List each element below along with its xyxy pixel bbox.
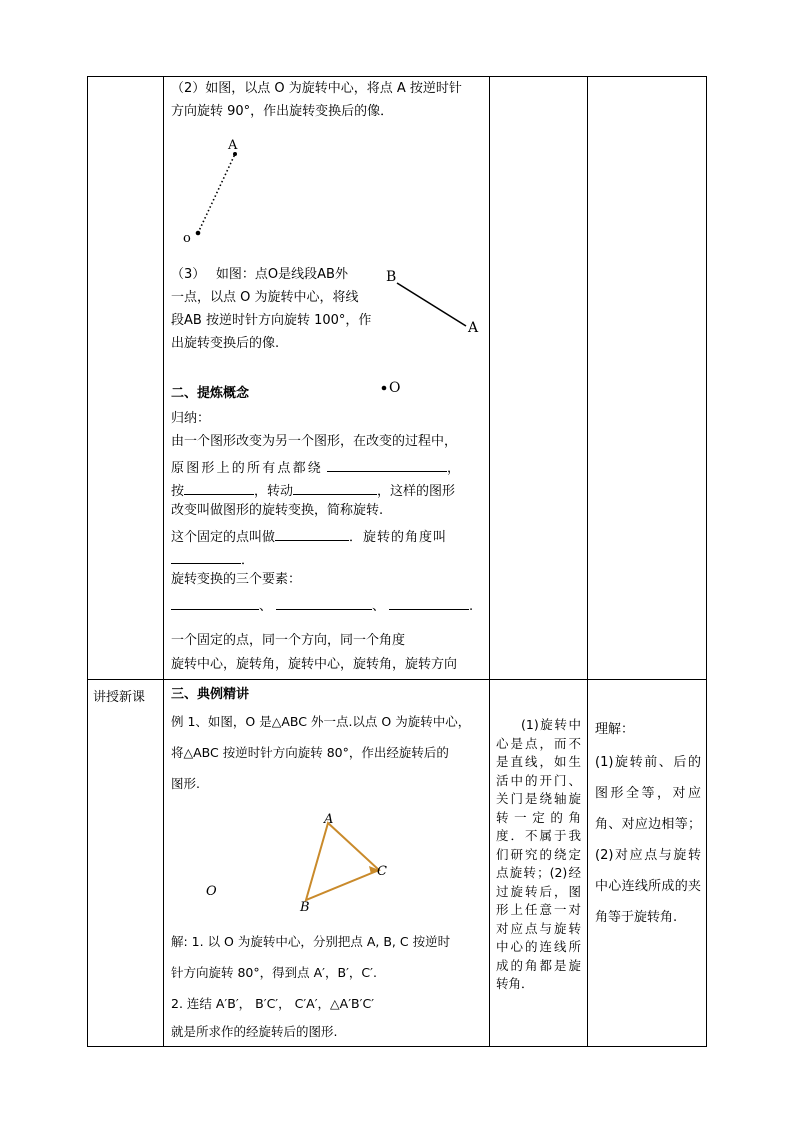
stage-cell	[88, 77, 164, 680]
solution-line2: 针方向旋转 80°，得到点 A′，B′，C′.	[171, 965, 377, 980]
separator: 、	[372, 599, 386, 614]
blank-direction	[184, 480, 254, 495]
point-o-q3	[382, 386, 387, 391]
q3-line3: 段AB 按逆时针方向旋转 100°，作	[171, 313, 372, 328]
content-cell	[164, 680, 490, 1047]
answer-line2: 旋转中心，旋转角，旋转中心，旋转角，旋转方向	[171, 657, 458, 672]
blank-element3	[389, 595, 469, 610]
elements-blanks	[171, 595, 473, 615]
solution-line1: 解: 1. 以 O 为旋转中心，分别把点 A, B, C 按逆时	[171, 934, 451, 949]
note-cell	[490, 77, 588, 680]
concept-line6	[171, 549, 254, 569]
answer-line1: 一个固定的点，同一个方向，同一个角度	[171, 633, 406, 648]
elements-title: 旋转变换的三个要素：	[171, 572, 302, 587]
concept-line3c: ，这样的图形	[377, 484, 456, 499]
understand-body: (1)旋转前、后的图形全等，对应角、对应边相等；(2)对应点与旋转中心连线所成的夹角等于旋转角.	[595, 755, 701, 925]
fig-label-a: A	[324, 812, 334, 827]
concept-line5	[171, 526, 447, 546]
summary-label: 归纳：	[171, 411, 211, 426]
concept-line5b: ．旋转的角度叫	[349, 530, 448, 545]
blank-angle-name	[171, 549, 241, 564]
concept-line2a: 原图形上的所有点都绕	[171, 461, 324, 476]
concept-line2	[171, 457, 460, 477]
segment-ab	[397, 283, 466, 326]
q3-line2: 一点，以点 O 为旋转中心，将线	[171, 290, 359, 305]
section3-title: 三、典例精讲	[171, 687, 250, 702]
triangle-abc	[306, 823, 379, 900]
example-line2: 将△ABC 按逆时针方向旋转 80°，作出经旋转后的	[171, 745, 449, 760]
concept-line3a: 按	[171, 484, 185, 499]
solution-line3: 2. 连结 A′B′， B′C′， C′A′，△A′B′C′	[171, 996, 375, 1011]
q3-label-a: A	[468, 320, 479, 336]
q2-line2: 方向旋转 90°，作出旋转变换后的像．	[171, 104, 394, 119]
understand-cell	[588, 680, 707, 1047]
separator: 、	[259, 599, 273, 614]
period: ．	[241, 553, 255, 568]
concept-line1: 由一个图形改变为另一个图形，在改变的过程中，	[171, 434, 458, 449]
q3-figure	[164, 77, 489, 407]
blank-center	[327, 457, 447, 472]
fig-label-c: C	[377, 864, 387, 879]
q3-label-o: O	[389, 380, 401, 396]
comma: ，	[447, 461, 461, 476]
concept-line3b: ，转动	[254, 484, 294, 499]
example-line3: 图形.	[171, 776, 200, 791]
note-cell	[490, 680, 588, 1047]
solution-line4: 就是所求作的经旋转后的图形.	[171, 1024, 338, 1039]
lesson-table	[87, 76, 707, 1047]
concept-line5a: 这个固定的点叫做	[171, 530, 276, 545]
stage-cell	[88, 680, 164, 1047]
section2-title: 二、提炼概念	[171, 386, 250, 401]
note-text: (1)旋转中心是点，而不是直线，如生活中的开门、关门是绕轴旋转一定的角度．不属于我们研究的绕定点旋转；(2)经过旋转后，图形上任意一对对应点与旋转中心的连线所成的角都是旋转角．	[496, 717, 581, 991]
concept-line4: 改变叫做图形的旋转变换，简称旋转.	[171, 503, 384, 518]
content-cell	[164, 77, 490, 680]
understand-title: 理解：	[595, 722, 635, 737]
understand-cell	[588, 77, 707, 680]
q3-label-b: B	[386, 269, 397, 285]
stage-label: 讲授新课	[93, 690, 146, 705]
concept-line3	[171, 480, 455, 500]
blank-angle	[293, 480, 377, 495]
q2-label-o: o	[183, 231, 191, 246]
blank-element2	[276, 595, 372, 610]
table-row	[88, 77, 707, 680]
q3-line4: 出旋转变换后的像.	[171, 336, 280, 351]
end-dot: .	[469, 599, 474, 614]
blank-center-name	[275, 526, 349, 541]
blank-element1	[171, 595, 259, 610]
q3-line1: （3） 如图：点O是线段AB外	[171, 267, 348, 282]
q2-label-a: A	[228, 138, 238, 153]
fig-label-o: O	[206, 884, 217, 899]
q2-line1: （2）如图，以点 O 为旋转中心，将点 A 按逆时针	[171, 81, 462, 96]
fig-label-b: B	[300, 900, 310, 915]
example-line1: 例 1、如图，O 是△ABC 外一点.以点 O 为旋转中心，	[171, 714, 471, 729]
table-row	[88, 680, 707, 1047]
